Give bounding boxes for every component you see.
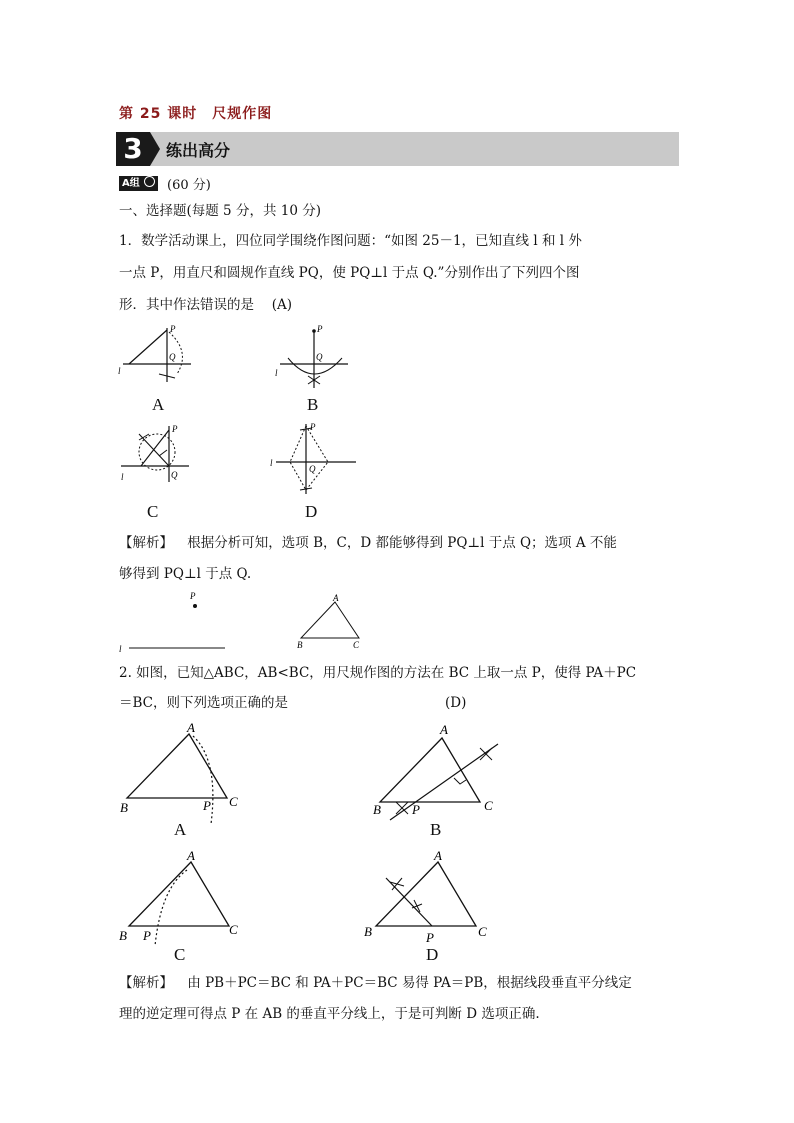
- q1a-label-q: Q: [169, 352, 176, 362]
- q2-analysis-text1: 由 PB＋PC＝BC 和 PA＋PC＝BC 易得 PA＝PB，根据线段垂直平分线定: [187, 975, 632, 991]
- q1d-label-p: P: [310, 422, 316, 432]
- q2-text-line2: ＝BC，则下列选项正确的是: [119, 695, 289, 711]
- q2c-label-p: P: [143, 928, 151, 943]
- badge-arrow-shape: [150, 132, 160, 166]
- q2-answer: (D): [445, 695, 467, 711]
- q1b-label-l: l: [275, 368, 278, 378]
- lesson-title: 第 25 课时 尺规作图: [119, 106, 273, 122]
- group-badge-label: A组: [122, 178, 140, 189]
- q1-figure-c: [115, 420, 195, 490]
- q1d-label-q: Q: [309, 464, 316, 474]
- q2-given-label-b: B: [297, 640, 303, 650]
- q2-given-label-c: C: [353, 640, 360, 650]
- q1-analysis-text1: 根据分析可知，选项 B，C，D 都能够得到 PQ⊥l 于点 Q；选项 A 不能: [187, 535, 617, 551]
- q2-figure-b: [368, 720, 508, 830]
- q1c-label-q: Q: [171, 470, 178, 480]
- q1-caption-a: A: [152, 395, 165, 414]
- q1a-label-l: l: [118, 366, 121, 376]
- q1-analysis-line1: [119, 528, 617, 558]
- q1a-label-p: P: [170, 324, 176, 334]
- q1-analysis-line2: 够得到 PQ⊥l 于点 Q.: [119, 566, 252, 582]
- q2a-label-c: C: [229, 794, 238, 809]
- q1c-label-l: l: [121, 472, 124, 482]
- q2-given-label-l: l: [119, 644, 122, 654]
- q2c-label-b: B: [119, 928, 127, 943]
- q2d-label-p: P: [426, 930, 434, 945]
- q2d-label-b: B: [364, 924, 372, 939]
- q2-given-figure: [115, 590, 375, 655]
- q2c-label-a: A: [187, 848, 195, 863]
- q2c-label-c: C: [229, 922, 238, 937]
- q1-text-line2: 一点 P，用直尺和圆规作直线 PQ，使 PQ⊥l 于点 Q.”分别作出了下列四个图: [119, 265, 580, 281]
- q2-analysis-line1: [119, 968, 632, 998]
- q2a-label-p: P: [203, 798, 211, 813]
- q1-text-line1: 1．数学活动课上，四位同学围绕作图问题：“如图 25－1，已知直线 l 和 l 外: [119, 233, 582, 249]
- section-banner-label: 练出高分: [166, 141, 231, 160]
- q2-figure-a: [115, 720, 255, 830]
- q2-caption-a: A: [174, 820, 187, 839]
- q1-analysis-tag: 【解析】: [119, 535, 173, 551]
- q2a-label-a: A: [187, 720, 195, 735]
- q2-analysis-tag: 【解析】: [119, 975, 173, 991]
- q2b-label-a: A: [440, 722, 448, 737]
- q1d-label-l: l: [270, 458, 273, 468]
- q1c-label-p: P: [172, 424, 178, 434]
- q2a-label-b: B: [120, 800, 128, 815]
- q1-figure-b: [272, 322, 352, 390]
- q2d-label-c: C: [478, 924, 487, 939]
- q1b-label-q: Q: [316, 352, 323, 362]
- q2-analysis-line2: 理的逆定理可得点 P 在 AB 的垂直平分线上，于是可判断 D 选项正确.: [119, 1006, 540, 1022]
- q2b-label-c: C: [484, 798, 493, 813]
- q1-caption-d: D: [305, 502, 318, 521]
- q1-caption-c: C: [147, 502, 159, 521]
- q1-figure-a: [115, 322, 195, 390]
- q2b-label-p: P: [412, 802, 420, 817]
- q1-text-line3: 形．其中作法错误的是 (A): [119, 297, 293, 313]
- q2-figure-d: [360, 848, 500, 948]
- section-heading: 一、选择题(每题 5 分，共 10 分): [119, 203, 321, 219]
- group-score: (60 分): [167, 178, 211, 193]
- q2b-label-b: B: [373, 802, 381, 817]
- q2-given-label-a: A: [333, 593, 339, 603]
- search-icon: [144, 176, 155, 187]
- q2-given-label-p: P: [190, 591, 196, 601]
- q2-text-line1: 2. 如图，已知△ABC，AB<BC，用尺规作图的方法在 BC 上取一点 P，使得 PA＋PC: [119, 665, 637, 681]
- q2d-label-a: A: [434, 848, 442, 863]
- q2-caption-b: B: [430, 820, 442, 839]
- q1b-label-p: P: [317, 324, 323, 334]
- q2-figure-c: [115, 848, 255, 948]
- group-badge: [119, 176, 158, 191]
- q1-figure-d: [268, 418, 358, 498]
- q2-caption-c: C: [174, 945, 186, 964]
- section-number-badge: 3: [116, 132, 150, 166]
- q2-caption-d: D: [426, 945, 439, 964]
- q1-caption-b: B: [307, 395, 319, 414]
